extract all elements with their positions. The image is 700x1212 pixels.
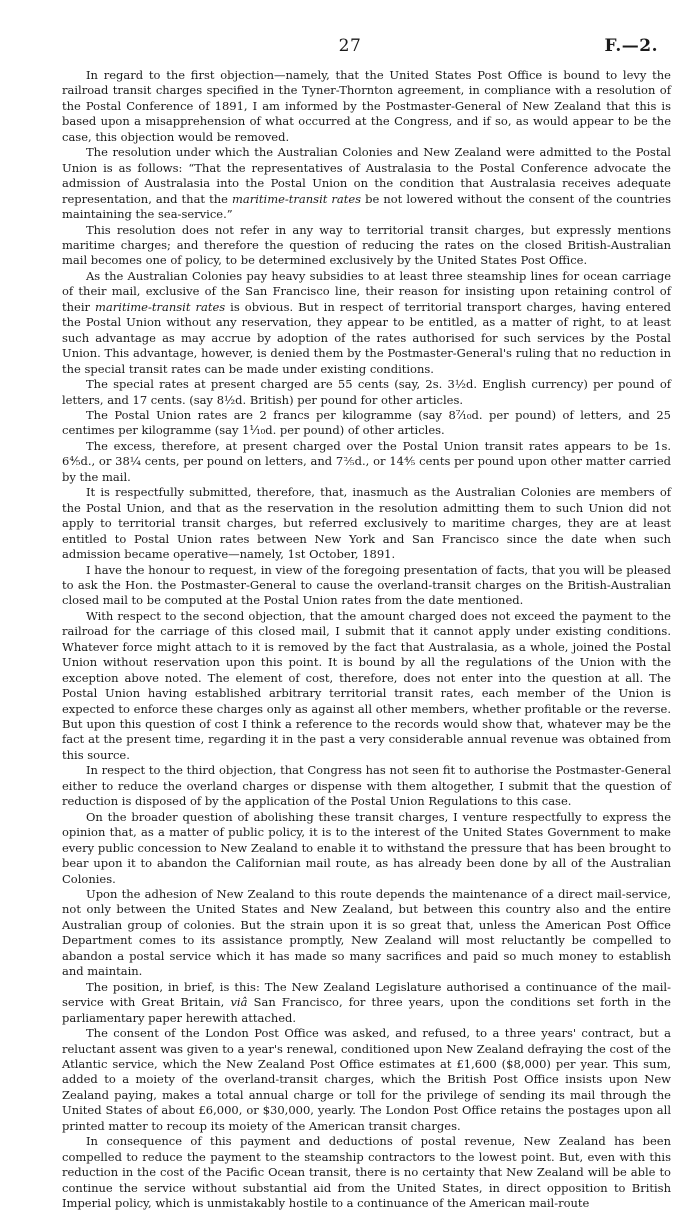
paragraph-maritime-charges: This resolution does not refer in any way to territorial transit charges, but expressly mentions maritime charges; and therefore the question of reducing the rates on the closed British-Australian mail becomes one of policy, to be determined exclusively by the United States Post Office. [62,222,671,268]
document-reference: F.—2. [604,36,658,56]
paragraph-second-objection: With respect to the second objection, that the amount charged does not exceed the payment to the railroad for the carriage of this closed mail, I submit that it cannot apply under existing conditions. Whatever force might attach to it is removed by the fact that Australasia, as a whole, joined the Postal Union without reservation upon this point. It is bound by all the regulations of the Union with the exception above noted. The element of cost, therefore, does not enter into the question at all. The Postal Union having established arbitrary territorial transit rates, each member of the Union is expected to enforce these charges only as against all other members, whether profitable or the reverse. But upon this question of cost I think a reference to the records would show that, whatever may be the fact at the present time, regarding it in the past a very considerable annual revenue was obtained from this source. [62,608,671,762]
paragraph-excess: The excess, therefore, at present charged over the Postal Union transit rates appears to be 1s. 6⁴⁄₅d., or 38¼ cents, per pound on letters, and 7⅖d., or 14⅘ cents per pound upon other matter carried by the mail. [62,438,671,484]
paragraph-request: I have the honour to request, in view of the foregoing presentation of facts, that you will be pleased to ask the Hon. the Postmaster-General to cause the overland-transit charges on the British-Australian closed mail to be computed at the Postal Union rates from the date mentioned. [62,562,671,608]
paragraph-first-objection: In regard to the first objection—namely, that the United States Post Office is bound to levy the railroad transit charges specified in the Tyner-Thornton agreement, in compliance with a resolution of the Postal Conference of 1891, I am informed by the Postmaster-General of New Zealand that this is based upon a misapprehension of what occurred at the Congress, and if so, as would appear to be the case, this objection would be removed. [62,68,671,144]
paragraph-broader-question: On the broader question of abolishing these transit charges, I venture respectfully to express the opinion that, as a matter of public policy, it is to the interest of the United States Government to make every public concession to New Zealand to enable it to withstand the pressure that has been brought to bear upon it to abandon the Californian mail route, as has already been done by all of the Australian Colonies. [62,809,671,886]
paragraph-submission: It is respectfully submitted, therefore, that, inasmuch as the Australian Colonies are members of the Postal Union, and that as the reservation in the resolution admitting them to such Union did not apply to territorial transit charges, but referred exclusively to maritime charges, they are at least entitled to Postal Union rates between New York and San Francisco since the date when such admission became operative—namely, 1st October, 1891. [62,485,671,562]
paragraph-subsidies: As the Australian Colonies pay heavy subsidies to at least three steamship lines for ocean carriage of their mail, exclusive of the San Francisco line, their reason for insisting upon retaining control of their maritime-transit rates is obvious. But in respect of territorial transport charges, having entered the Postal Union without any reservation, they appear to be entitled, as a matter of right, to at least such advantage as may accrue by adoption of the rates authorised for such services by the Postal Union. This advantage, however, is denied them by the Postmaster-General's ruling that no reduction in the special transit rates can be made under existing conditions. [62,268,671,376]
paragraph-london-consent: The consent of the London Post Office was asked, and refused, to a three years' contract, but a reluctant assent was given to a year's renewal, conditioned upon New Zealand defraying the cost of the Atlantic service, which the New Zealand Post Office estimates at £1,600 ($8,000) per year. This sum, added to a moiety of the overland-transit charges, which the British Post Office insists upon New Zealand paying, makes a total annual charge or toll for the privilege of sending its mail through the United States of about £6,000, or $30,000, yearly. The London Post Office retains the postages upon all printed matter to recoup its moiety of the American transit charges. [62,1026,671,1133]
paragraph-third-objection: In respect to the third objection, that Congress has not seen fit to authorise the Postmaster-General either to reduce the overland charges or dispense with them altogether, I submit that the question of reduction is disposed of by the application of the Postal Union Regulations to this case. [62,763,671,809]
page-number: 27 [338,36,362,56]
body-text [62,68,671,1212]
paragraph-consequence: In consequence of this payment and deductions of postal revenue, New Zealand has been compelled to reduce the payment to the steamship contractors to the lowest point. But, even with this reduction in the cost of the Pacific Ocean transit, there is no certainty that New Zealand will be able to continue the service without substantial aid from the United States, in direct opposition to British Imperial policy, which is unmistakably hostile to a continuance of the American mail-route [62,1134,671,1211]
paragraph-resolution: The resolution under which the Australian Colonies and New Zealand were admitted to the Postal Union is as follows: “That the representatives of Australasia to the Postal Conference advocate the admission of Australasia into the Postal Union on the condition that Australasia receives adequate representation, and that the maritime-transit rates be not lowered without the consent of the countries maintaining the sea-service.” [62,145,671,222]
paragraph-adhesion: Upon the adhesion of New Zealand to this route depends the maintenance of a direct mail-service, not only between the United States and New Zealand, but between this country also and the entire Australian group of colonies. But the strain upon it is so great that, unless the American Post Office Department comes to its assistance promptly, New Zealand will most reluctantly be compelled to abandon a postal service which it has made so many sacrifices and paid so much money to establish and maintain. [62,887,671,979]
paragraph-special-rates: The special rates at present charged are 55 cents (say, 2s. 3½d. English currency) per pound of letters, and 17 cents. (say 8½d. British) per pound for other articles. [62,377,671,407]
paragraph-union-rates: The Postal Union rates are 2 francs per kilogramme (say 8⁷⁄₁₀d. per pound) of letters, and 25 centimes per kilogramme (say 1¹⁄₁₀d. per pound) of other articles. [62,407,671,438]
paragraph-position: The position, in brief, is this: The New Zealand Legislature authorised a continuance of the mail-service with Great Britain, viâ San Francisco, for three years, upon the conditions set forth in the parliamentary paper herewith attached. [62,979,671,1025]
